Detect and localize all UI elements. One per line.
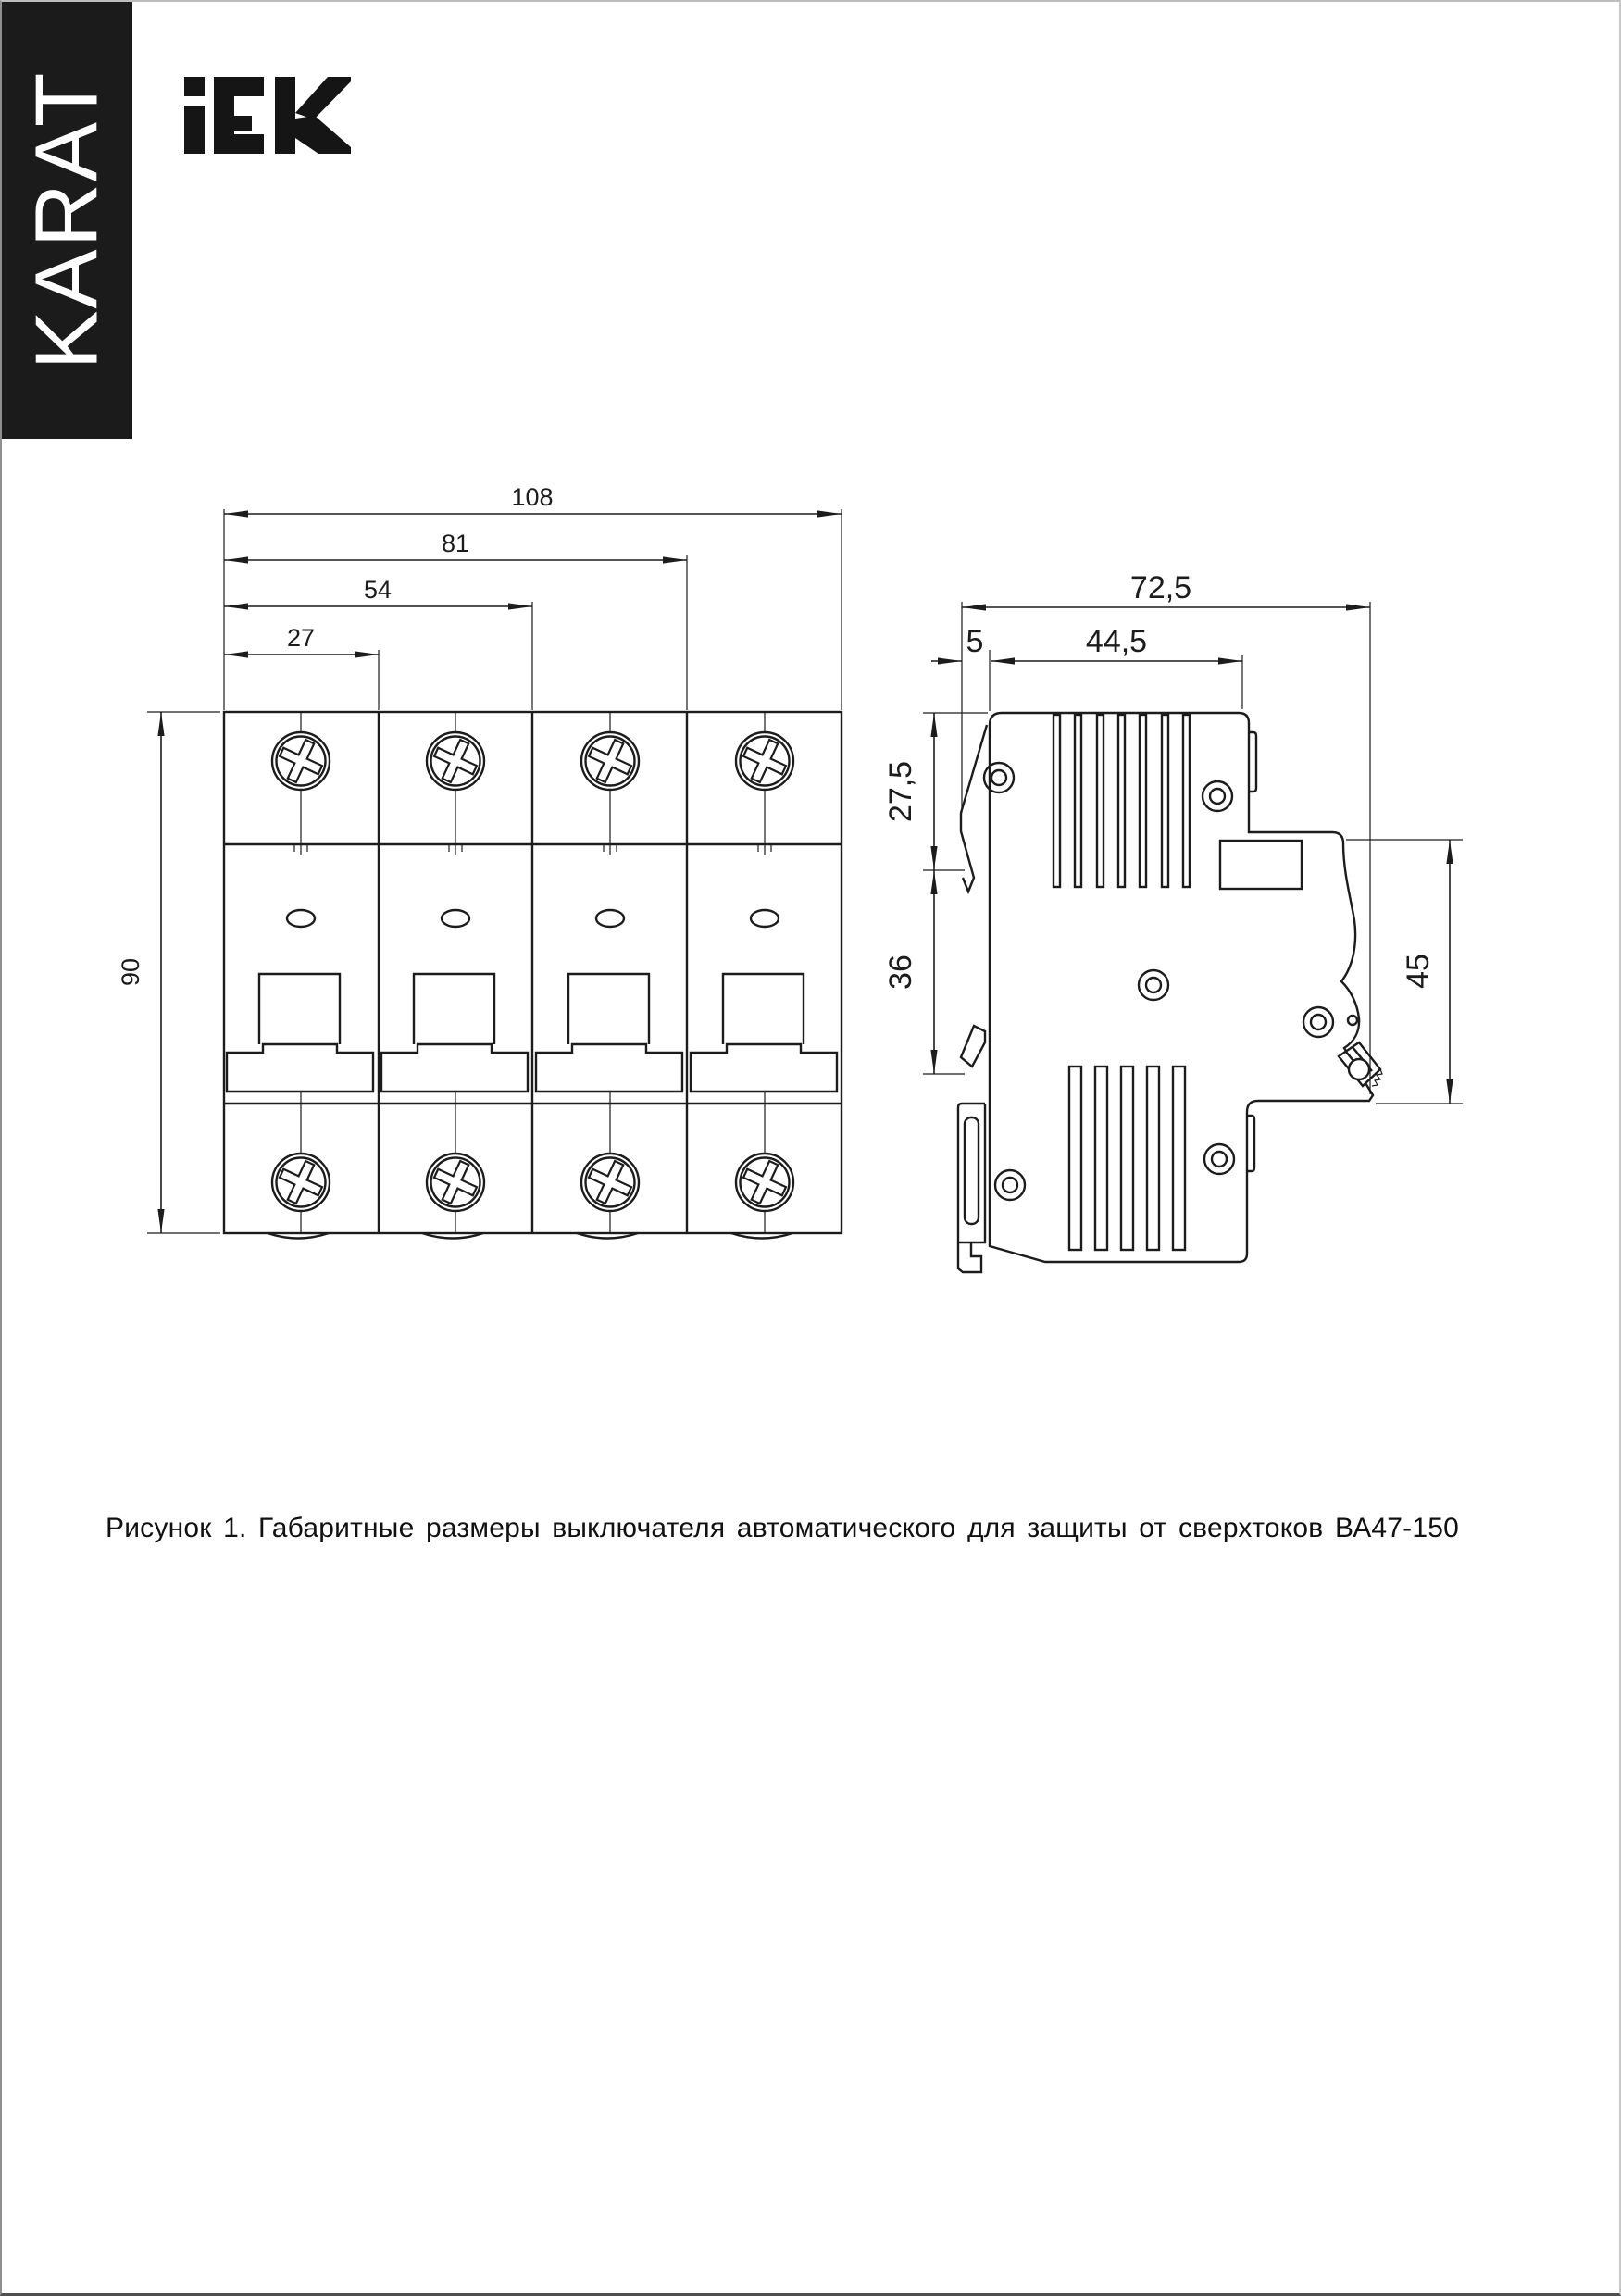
din-clip-upper bbox=[961, 725, 987, 892]
side-dim-body-depth: 44,5 bbox=[1085, 624, 1148, 659]
side-view bbox=[883, 570, 1463, 1272]
side-dim-upper-section: 27,5 bbox=[883, 760, 918, 823]
figure-caption: Рисунок 1. Габаритные размеры выключателя автоматического для защиты от сверхтоков ВА47-150 bbox=[106, 1513, 1460, 1543]
breaker-module bbox=[691, 712, 837, 1239]
side-dim-rail-ledge: 5 bbox=[966, 624, 984, 659]
iek-logo bbox=[184, 77, 351, 154]
din-clip-lower bbox=[958, 1026, 985, 1272]
front-dim-three-modules: 81 bbox=[441, 530, 470, 557]
front-dim-total-width: 108 bbox=[511, 483, 554, 511]
breaker-module bbox=[227, 712, 373, 1239]
front-view bbox=[117, 483, 842, 1239]
side-dim-front-height: 45 bbox=[1401, 954, 1436, 989]
front-dim-two-modules: 54 bbox=[363, 576, 393, 604]
side-dim-middle-section: 36 bbox=[883, 955, 918, 990]
breaker-module bbox=[381, 712, 528, 1239]
latch-plate bbox=[1220, 841, 1302, 889]
front-dim-height: 90 bbox=[117, 957, 144, 987]
side-dim-total-depth: 72,5 bbox=[1129, 570, 1192, 605]
karat-label: KARAT bbox=[17, 70, 117, 370]
dimension-drawing bbox=[2, 2, 1621, 2296]
breaker-module bbox=[536, 712, 682, 1239]
front-dim-one-module: 27 bbox=[286, 624, 316, 652]
